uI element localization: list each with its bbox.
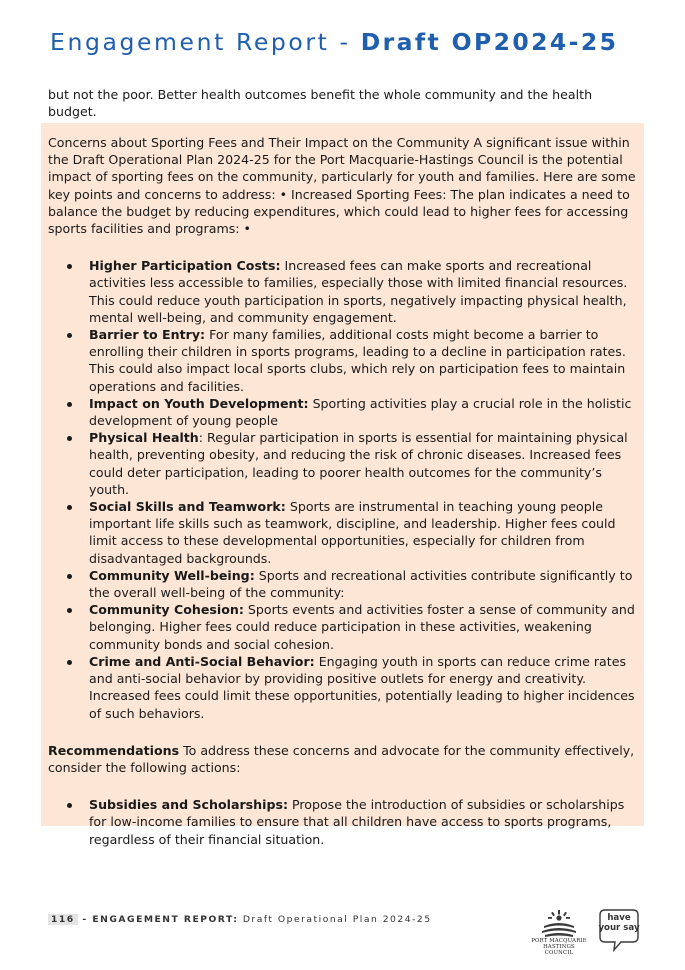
item-text: Sporting activities play a crucial role in the holistic development of young people [89,395,632,429]
item-title: Subsidies and Scholarships: [89,797,288,813]
council-name [528,938,590,956]
list-item [48,326,640,395]
item-text: : Regular participation in sports is essential for maintaining physical health, preventing obesity, and reducing the risk of chronic diseases. Increased fees could deter participation, leading to poorer health outcomes for the community’s youth. [89,430,628,497]
item-title: Barrier to Entry: [89,327,206,343]
have-your-say-text [598,913,640,933]
have-say-line2: your say [598,923,640,933]
intro-text: but not the poor. Better health outcomes benefit the whole community and the health budget. [48,87,593,120]
list-item [48,601,640,653]
council-logo [528,909,590,957]
council-name-line2: HASTINGS COUNCIL [543,944,575,956]
council-emblem-icon [541,909,577,938]
item-title: Community Well-being: [89,567,255,583]
page-header [50,28,618,56]
list-item [48,498,640,567]
list-item [48,257,640,326]
item-text: Sports are instrumental in teaching young people important life skills such as teamwork, discipline, and leadership. Higher fees could limit access to these developmental opportunities, especially for children from disadvantaged backgrounds. [89,499,616,566]
list-item [48,796,640,848]
recommendations-title: Recommendations [48,742,180,758]
list-item [48,429,640,498]
recommendations-list [48,796,640,848]
list-item [48,567,640,601]
item-text: For many families, additional costs might become a barrier to enrolling their children in sports programs, leading to a decline in participation rates. This could also impact local sports clubs, which rely on participation fees to maintain operations and facilities. [89,327,626,394]
concerns-list [48,257,640,721]
header-highlight: Draft OP2024-25 [360,28,619,56]
item-title: Impact on Youth Development: [89,395,309,411]
list-item [48,395,640,429]
recommendations-text: To address these concerns and advocate for the community effectively, consider the following actions: [48,742,635,775]
item-text: Propose the introduction of subsidies or scholarships for low-income families to ensure that all children have access to sports programs, regardless of their financial situation. [89,797,625,847]
spacer [48,237,640,257]
item-text: Sports and recreational activities contribute significantly to the overall well-being of the community: [89,567,633,601]
spacer [48,776,640,796]
item-text: Engaging youth in sports can reduce crime rates and anti-social behavior by providing positive outlets for energy and creativity. Increased fees could limit these opportunities, potentially leading to higher incidences of such behaviors. [89,653,635,721]
recommendations-paragraph [48,742,640,776]
have-say-line1: have [607,913,631,923]
concerns-paragraph: Concerns about Sporting Fees and Their Impact on the Community A significant issue within the Draft Operational Plan 2024-25 for the Port Macquarie-Hastings Council is the potential impact of sporting fees on the community, particularly for youth and families. Here are some key points and concerns to address: • Increased Sporting Fees: The plan indicates a need to balance the budget by reducing expenditures, which could lead to higher fees for accessing sports facilities and programs: • [48,135,636,237]
page-footer [48,914,432,925]
footer-separator: - [77,914,93,925]
item-text: Sports events and activities foster a sense of community and belonging. Higher fees could reduce participation in these activities, weakening community bonds and social cohesion. [89,602,635,652]
footer-subtitle: Draft Operational Plan 2024-25 [238,914,432,925]
page-number: 116 [48,914,78,925]
item-title: Higher Participation Costs: [89,258,281,274]
item-title: Social Skills and Teamwork: [89,499,286,515]
council-name-line1: PORT MACQUARIE [531,938,587,944]
footer-label: ENGAGEMENT REPORT: [92,914,239,925]
item-title: Community Cohesion: [89,602,244,618]
list-item [48,653,640,722]
have-your-say-logo [598,908,640,952]
item-text: Increased fees can make sports and recreational activities less accessible to families, especially those with limited financial resources. This could reduce youth participation in sports, negatively impacting physical health, mental well-being, and community engagement. [89,258,628,325]
item-title: Physical Health [89,430,199,446]
header-prefix: Engagement Report - [50,28,361,56]
concerns-panel [41,123,644,847]
item-title: Crime and Anti-Social Behavior: [89,653,315,669]
spacer [48,722,640,742]
